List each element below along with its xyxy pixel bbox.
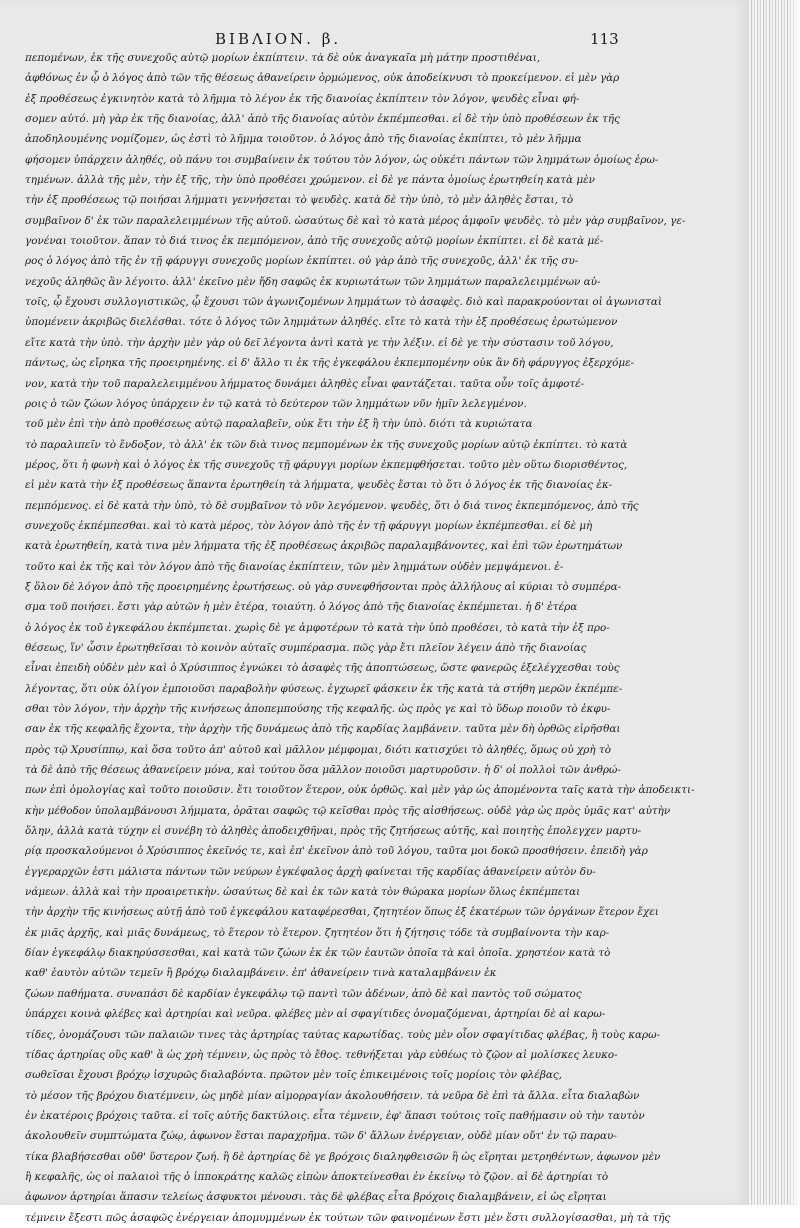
text-line: σαν ἐκ τῆς κεφαλῆς ἔχοντα, τὴν ἀρχὴν τῆς δυνάμεως ἀπὸ τῆς καρδίας λαμβάνειν. ταῦτα μὲν δὴ ὀρθῶς εἰρῆσθαι [25,723,621,736]
text-line: ρίᾳ προσκαλούμενοι ὁ Χρύσιππος ἐκεῖνός τε, καὶ ἐπ' ἐκεῖνον ἀπὸ τοῦ λόγου, ταῦτα μοι δοκῶ προσθήσειν. ἐπειδὴ γὰρ [25,845,648,858]
text-line: μέρος, ὅτι ἡ φωνὴ καὶ ὁ λόγος ἐκ τῆς συνεχοῦς τῇ φάρυγγι μορίων ἐκπεμφθήσεται. τοῦτο μὲν οὕτω διορισθέντος, [25,458,628,471]
text-line: τὸ μέσον τῆς βρόχου διατέμνειν, ὡς μηδὲ μίαν αἱμορραγίαν ἀκολουθήσειν. τὰ νεῦρα δὲ ἐπὶ τὰ ἄλλα. εἶτα διαλαβὼν [25,1089,640,1102]
folio-number: 113 [590,30,619,48]
text-line: καθ' ἑαυτὸν αὐτῶν τεμεῖν ἢ βρόχῳ διαλαμβάνειν. ἐπ' ἀθανείρειν τινὰ καταλαμβάνειν ἐκ [25,967,497,980]
text-line: τὰ δὲ ἀπὸ τῆς θέσεως ἀθανείρειν μόνα, καὶ τούτου ὅσα μᾶλλον ποιοῦσι μαρτυροῦσιν. ἡ δ' οἱ πολλοὶ τῶν ἀνθρώ- [25,764,621,777]
text-line: ρος ὁ λόγος ἀπὸ τῆς ἐν τῇ φάρυγγι συνεχοῦς μορίων ἐκπίπτει. οὐ γὰρ ἀπὸ τῆς συνεχοῦς, ἀλλ' ἐκ τῆς συ- [25,255,579,268]
text-line: πων ἐπὶ ὁμολογίας καὶ τοῦτο ποιοῦσιν. ἔτι τοιοῦτον ἕτερον, οὐκ ὀρθῶς. καὶ μὲν γὰρ ὡς ἀπομένοντα ταῖς κατὰ τὴν ἀποδεικτι- [25,784,695,797]
text-line: ὅλην, ἀλλὰ κατὰ τύχην εἰ συνέβη τὸ ἀληθὲς ἀποδειχθῆναι, πρὸς τῆς ζητήσεως αὐτῆς, καὶ ποιητὴς ἐπολεγχεν μαρτυ- [25,825,642,838]
text-line: τοῖς, ᾧ ἔχουσι συλλογιστικῶς, ᾧ ἔχουσι τῶν ἀγωνιζομένων λημμάτων τὸ ἀσαφὲς. διὸ καὶ παρακρούονται οἱ ἀγωνισταὶ [25,296,662,309]
text-line: εἶναι ἐπειδὴ οὐδὲν μὲν καὶ ὁ Χρύσιππος ἐγνώκει τὸ ἀσαφὲς τῆς ἀποπτώσεως, ὥστε φανερῶς ἐξελέγχεσθαι τοὺς [25,662,620,675]
page-edge-fade [788,0,800,1205]
text-line: νεχοῦς ἀληθῶς ἂν λέγοιτο. ἀλλ' ἐκεῖνο μὲν ἤδη σαφῶς ἐκ κυριωτάτων τῶν λημμάτων παραλελειμμένων αὐ- [25,275,601,288]
text-line: τίδας ἀρτηρίας οὓς καθ' ἃ ὡς χρὴ τέμνειν, ὡς πρὸς τὸ ἔθος. τεθνήξεται γὰρ εὐθέως τὸ ζῷον αἱ μολίσκες λευκο- [25,1048,618,1061]
text-line: συνεχοῦς ἐκπέμπεσθαι. καὶ τὸ κατὰ μέρος, τὸν λόγον ἀπὸ τῆς ἐν τῇ φάρυγγι μορίων ἐκπέμπεσθαι. εἰ δὲ μὴ [25,519,593,532]
text-line: ἢ κεφαλῆς, ὡς οἱ παλαιοὶ τῆς ὁ ἱπποκράτης καλῶς εἰπὼν ἀποκτείνεσθαι ἐν ἐκείνῳ τὸ ζῷον. αἱ δὲ ἀρτηρίαι τὸ [25,1170,609,1183]
text-line: ὁ λόγος ἐκ τοῦ ἐγκεφάλου ἐκπέμπεται. χωρὶς δὲ γε ἀμφοτέρων τὸ κατὰ τὴν ὑπὸ προθέσει, τὸ κατὰ τὴν ἐξ προ- [25,621,610,634]
text-line: κὴν μέθοδον ὑπολαμβάνουσι λήμματα, ὁρᾶται σαφῶς τῷ κεῖσθαι πρὸς τῆς αἰσθήσεως. οὐδὲ γὰρ ὡς πρὸς ὑμᾶς κατ' αὐτὴν [25,804,671,817]
text-line: τὴν ἀρχὴν τῆς κινήσεως αὐτῇ ἀπὸ τοῦ ἐγκεφάλου καταφέρεσθαι, ζητητέον ὅπως ἐξ ἑκατέρων τῶν ὀργάνων ἕτερον ἔχει [25,906,659,919]
text-line: τίκα βλαβήσεσθαι οὔθ' ὕστερον ζωή. ἢ δὲ ἀρτηρίας δὲ γε βρόχοις διαληφθεισῶν ἢ ὡς εἴρηται μετρηθέντων, ἀφωνον μὲν [25,1150,661,1163]
text-line: εἰ μὲν κατὰ τὴν ἐξ προθέσεως ἅπαντα ἐρωτηθείη τὰ λήμματα, ψευδὲς ἔσται τὸ ὅτι ὁ λόγος ἐκ τῆς διανοίας ἐκ- [25,479,613,492]
page-edges [748,0,800,1205]
text-line: σμα τοῦ ποιήσει. ἔστι γὰρ αὐτῶν ἡ μὲν ἑτέρα, τοιαύτη. ὁ λόγος ἀπὸ τῆς διανοίας ἐκπέμπεται. ἡ δ' ἑτέρα [25,601,578,614]
text-line: τίδες, ὀνομάζουσι τῶν παλαιῶν τινες τὰς ἀρτηρίας ταύτας καρωτίδας. τοὺς μὲν οἷον σφαγίτιδας φλέβας, ἢ τοὺς καρω- [25,1028,661,1041]
greek-text-block [25,48,742,1228]
text-line: νον, κατὰ τὴν τοῦ παραλελειμμένου λήμματος δυνάμει ἀληθὲς εἶναι φαντάζεται. ταῦτα οὖν τοῖς ἀμφοτέ- [25,377,585,390]
running-title: ΒΙΒΛΙΟΝ. β. [215,30,342,48]
text-line: τημένων. ἀλλὰ τῆς μὲν, τὴν ἐξ τῆς, τὴν ὑπὸ προθέσει χρώμενον. εἰ δὲ γε πάντα ὁμοίως ἐρωτηθείη κατὰ μὲν [25,174,595,187]
text-line: ζώων παθήματα. συναπάσι δὲ καρδίαν ἐγκεφάλῳ τῷ παντὶ τῶν ἀδένων, ἀπὸ δὲ καὶ παντὸς τοῦ σώματος [25,987,582,1000]
text-line: γονέναι τοιοῦτον. ἅπαν τὸ διά τινος ἐκ πεμπόμενον, ἀπὸ τῆς συνεχοῦς αὐτῷ μορίων ἐκπίπτει. εἰ δὲ κατὰ μέ- [25,235,604,248]
text-line: δίαν ἐγκεφάλῳ διακηρύσσεσθαι, καὶ κατὰ τῶν ζώων ἐκ ἐκ τῶν ἑαυτῶν ὁποῖα τὰ καὶ ὁποῖα. χρηστέον κατὰ τὸ [25,947,611,960]
text-line: σθαι τὸν λόγον, τὴν ἀρχὴν τῆς κινήσεως ἀποπεμπούσης τῆς κεφαλῆς. ὡς πρὸς γε καὶ τὸ ὕδωρ ποιοῦν τὸ ἐκφυ- [25,703,611,715]
text-line: πάντως, ὡς εἴρηκα τῆς προειρημένης. εἰ δ' ἄλλο τι ἐκ τῆς ἐγκεφάλου ἐκπεμπομένην οὐκ ἂν δὴ φάρυγγος ἐξερχόμε- [25,357,635,370]
text-line: ἀκολουθεῖν συμπτώματα ζώῳ, ἀφωνον ἔσται παραχρῆμα. τῶν δ' ἄλλων ἐνέργειαν, οὐδὲ μίαν οὔτ' ἐν τῷ παραυ- [25,1130,617,1143]
text-line: ἐγγεραρχῶν ἐστι μάλιστα πάντων τῶν νεύρων ἐγκέφαλος ἀρχὴ φαίνεται τῆς καρδίας ἀθανείρειν αὐτὸν δυ- [25,865,596,878]
text-line: ἐξ προθέσεως ἐγκινητὸν κατὰ τὸ λῆμμα τὸ λέγον ἐκ τῆς διανοίας ἐκπίπτειν τὸν λόγον, ψευδὲς εἶναι φή- [25,92,580,105]
text-line: ξ ὅλον δὲ λόγον ἀπὸ τῆς προειρημένης ἐρωτήσεως. οὐ γὰρ συνεφθήσονται πρὸς ἀλλήλους αἱ κύριαι τὸ συμπέρα- [25,580,622,593]
text-line: ἀφωνον ἀρτηρίαι ἅπασιν τελείως ἀσφυκτοι μένουσι. τὰς δὲ φλέβας εἶτα βρόχοις διαλαμβάνειν, εἰ ὡς εἴρηται [25,1191,607,1204]
text-line: ἀποδηλουμένης νομίζομεν, ὡς ἐστὶ τὸ λῆμμα τοιοῦτον. ὁ λόγος ἀπὸ τῆς διανοίας ἐκπίπτει, τὸ μὲν λῆμμα [25,133,582,146]
text-line: τοῦτο καὶ ἐκ τῆς καὶ τὸν λόγον ἀπὸ τῆς διανοίας ἐκπίπτειν, τῶν μὲν λημμάτων οὐδὲν μεμψάμενοι. ἐ- [25,560,564,573]
text-line: τοῦ μὲν ἐπὶ τὴν ἀπὸ προθέσεως αὐτῷ παραλαβεῖν, οὐκ ἔτι τὴν ἐξ ἢ τὴν ὑπὸ. διότι τὰ κυριώτατα [25,418,533,431]
text-line: κατὰ ἐρωτηθείη, κατὰ τινα μὲν λήμματα τῆς ἐξ προθέσεως ἀκριβῶς παραλαμβάνοντες, καὶ ἐπὶ τῶν ἐρωτημάτων [25,540,623,553]
text-line: τὴν ἐξ προθέσεως τῷ ποιήσαι λήμματι γεννήσεται τὸ ψευδὲς. κατὰ δὲ τὴν ὑπὸ, τὸ μὲν ἀληθὲς ἔσται, τὸ [25,194,574,207]
text-line: σωθεῖσαι ἔχουσι βρόχῳ ἰσχυρῶς διαλαβόντα. πρῶτον μὲν τοῖς ἐπικειμένοις τοῖς μορίοις τὸν φλέβας, [25,1069,562,1082]
text-line: σομεν αὐτό. μὴ γὰρ ἐκ τῆς διανοίας, ἀλλ' ἀπὸ τῆς διανοίας αὐτὸν ἐκπέμπεσθαι. εἰ δὲ τὴν ὑπὸ προθέσεων ἐκ τῆς [25,113,620,126]
text-line: ἀφθόνως ἐν ᾧ ὁ λόγος ἀπὸ τῶν τῆς θέσεως ἀθανείρειν ὁρμώμενος, οὐκ ἀποδείκνυσι τὸ προκείμενον. εἰ μὲν γὰρ [25,72,620,85]
text-line: φήσομεν ὑπάρχειν ἀληθές, οὐ πάνυ τοι συμβαίνειν ἐκ τούτου τὸν λόγον, ὡς οὐκέτι πάντων τῶν λημμάτων ὁμοίως ἐρω- [25,153,659,166]
text-line: ἐκ μιᾶς ἀρχῆς, καὶ μιᾶς δυνάμεως, τὸ ἕτερον τὸ ἕτερον. ζητητέον ὅτι ἡ ζήτησις τόδε τὰ συμβαίνοντα τὴν καρ- [25,926,610,939]
text-line: ὑπάρχει κοινὰ φλέβες καὶ ἀρτηρίαι καὶ νεῦρα. φλέβες μὲν αἱ σφαγίτιδες ὀνομαζόμεναι, ἀρτηρίαι δὲ αἱ καρω- [25,1008,606,1021]
text-line: τὸ παραλιπεῖν τὸ ἔνδοξον, τὸ ἀλλ' ἐκ τῶν διὰ τινος πεμπομένων ἐκ τῆς συνεχοῦς μορίων αὐτῷ ἐκπίπτει. τὸ κατὰ [25,438,628,451]
text-line: ὑπομένειν ἀκριβῶς διελέσθαι. τότε ὁ λόγος τῶν λημμάτων ἀληθές. εἴτε τὸ κατὰ τὴν ἐξ προθέσεως ἐρωτώμενον [25,316,618,329]
text-line: πεπομένων, ἐκ τῆς συνεχοῦς αὐτῷ μορίων ἐκπίπτειν. τὰ δὲ οὐκ ἀναγκαῖα μὴ μάτην προστιθέναι, [25,52,541,64]
text-line: τέμνειν ἔξεστι πῶς ἀσαφῶς ἐνέργειαν ἀπομυμμένων ἐκ τούτων τῶν φαινομένων ἔστι μὲν ἔστι συλλογίσασθαι, μὴ τὰ τῆς [25,1211,671,1224]
text-line: εἴτε κατὰ τὴν ὑπὸ. τὴν ἀρχὴν μὲν γὰρ οὐ δεῖ λέγοντα ἀντὶ κατὰ γε τὴν λέξιν. εἰ δὲ γε τὴν σύστασιν τοῦ λόγου, [25,336,614,349]
text-line: συμβαῖνον δ' ἐκ τῶν παραλελειμμένων τῆς αὐτοῦ. ὡσαύτως δὲ καὶ τὸ κατὰ μέρος ἀμφοῖν ψευδὲς. τὸ μὲν γὰρ συμβαῖνον, γε- [25,214,686,227]
text-line: ροις ὁ τῶν ζώων λόγος ὑπάρχειν ἐν τῷ κατὰ τὸ δεύτερον τῶν λημμάτων νῦν ἡμῖν λελεγμένον. [25,397,527,410]
text-line: ἐν ἑκατέροις βρόχοις ταῦτα. εἰ τοῖς αὐτῆς δακτύλοις. εἶτα τέμνειν, ἐφ' ἅπασι τούτοις τοῖς παθήμασιν οὐ τὴν ταυτὸν [25,1109,645,1122]
text-line: πεμπόμενος. εἰ δὲ κατὰ τὴν ὑπὸ, τὸ δὲ συμβαῖνον τὸ νῦν λεγόμενον. ψευδὲς, ὅτι ὁ διά τινος ἐκπεμπόμενος, ἀπὸ τῆς [25,499,639,512]
text-line: νάμεων. ἀλλὰ καὶ τὴν προαιρετικὴν. ὡσαύτως δὲ καὶ ἐκ τῶν κατὰ τὸν θώρακα μορίων ὅλως ἐκπέμπεται [25,886,581,899]
text-line: πρὸς τῷ Χρυσίππῳ, καὶ ὅσα τοῦτο ἀπ' αὐτοῦ καὶ μᾶλλον μέμφομαι, διότι κατισχύει τὸ ἀληθές, ὅμως οὐ χρὴ τὸ [25,743,611,756]
text-line: θέσεως, ἵν' ὦσιν ἐρωτηθεῖσαι τὸ κοινὸν αὐταῖς συμπέρασμα. πῶς γὰρ ἔτι πλεῖον λέγειν ἀπὸ τῆς διανοίας [25,641,587,654]
text-line: λέγοντας, ὅτι οὐκ ὀλίγον ἐμποιοῦσι παραβολὴν φύσεως. ἐγχωρεῖ φάσκειν ἐκ τῆς κατὰ τὰ στήθη μερῶν ἐκπέμπε- [25,682,623,695]
